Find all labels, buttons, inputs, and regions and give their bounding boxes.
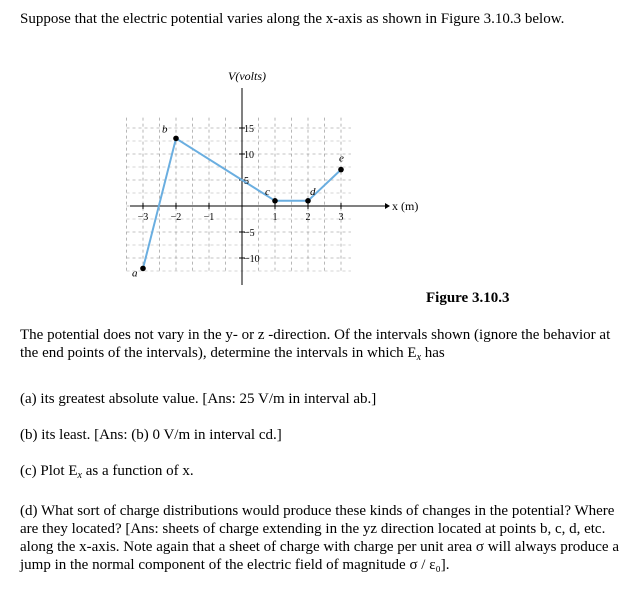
question-c: [20, 462, 620, 485]
x-tick-label: −2: [170, 212, 182, 223]
paragraph-sub: x: [416, 352, 422, 363]
x-tick-label: −1: [203, 212, 215, 223]
question-b: (b) its least. [Ans: (b) 0 V/m in interval cd.]: [20, 427, 282, 443]
data-point: [305, 198, 311, 204]
data-point: [140, 266, 146, 272]
figure-caption: Figure 3.10.3: [426, 290, 510, 306]
point-label: b: [162, 123, 168, 136]
data-point: [173, 136, 179, 142]
data-point: [272, 198, 278, 204]
point-label: c: [265, 185, 270, 198]
data-point: [338, 167, 344, 173]
question-c-sub: x: [77, 470, 82, 481]
figure-axes: [130, 88, 390, 285]
x-tick-label: −3: [137, 212, 149, 223]
question-c-post: as a function of x.: [81, 463, 194, 479]
question-a: (a) its greatest absolute value. [Ans: 25 V/m in interval ab.]: [20, 391, 377, 407]
point-label: e: [339, 152, 344, 165]
y-tick-label: 5: [244, 176, 249, 187]
question-c-pre: (c) Plot E: [20, 463, 78, 479]
x-axis-label: x (m): [392, 199, 419, 213]
y-tick-label: −10: [244, 254, 260, 265]
y-tick-label: 15: [244, 124, 254, 135]
question-paragraph: [20, 326, 620, 367]
x-tick-label: 1: [272, 212, 278, 223]
intro-text: Suppose that the electric potential varies along the x-axis as shown in Figure 3.10.3 below.: [20, 11, 565, 27]
figure-grid: [127, 118, 351, 274]
x-tick-label: 2: [305, 212, 311, 223]
x-tick-label: 3: [338, 212, 344, 223]
point-label: d: [310, 185, 316, 198]
x-axis-arrow: [385, 203, 390, 209]
y-tick-label: 10: [244, 150, 254, 161]
y-axis-label: V(volts): [228, 69, 266, 83]
y-tick-label: −5: [244, 228, 255, 239]
question-d: (d) What sort of charge distributions would produce these kinds of changes in the potential? Where are they located? [Ans: sheets of charge extending in the yz direction located at points b, c, d, etc. along the x-axis. Note again that a sheet of charge with charge per unit area σ will always produce a jump in the normal component of the electric field of magnitude σ / ε₀].: [20, 503, 619, 573]
potential-figure: [0, 0, 634, 300]
paragraph-text: The potential does not vary in the y- or z -direction. Of the intervals shown (ignore the behavior at the end points of the intervals), determine the intervals in which $E_x$ has: [20, 327, 611, 363]
point-label: a: [132, 267, 138, 280]
